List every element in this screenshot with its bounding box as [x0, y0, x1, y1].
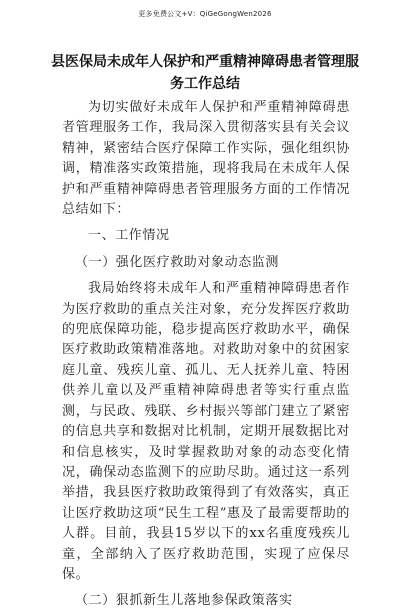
document-title: 县医保局未成年人保护和严重精神障碍患者管理服务工作总结	[51, 54, 359, 92]
section-heading-work-situation: 一、工作情况	[88, 228, 170, 244]
document-body	[62, 98, 350, 612]
header-note: 更多免费公文+V：QiGeGongWen2026	[138, 10, 272, 18]
subsection-body-1: 我局始终将未成年人和严重精神障碍患者作为医疗救助的重点关注对象，充分发挥医疗救助的兜底保障功能，稳步提高医疗救助水平，确保医疗救助政策精准落地。对救助对象中的贫困家庭儿童、残疾儿童、孤儿、无人抚养儿童、特困供养儿童以及严重精神障碍患者等实行重点监测，与民政、残联、乡村振兴等部门建立了紧密的信息共享和数据对比机制，定期开展数据比对和信息核实，及时掌握救助对象的动态变化情况，确保动态监测下的应助尽助。通过这一系列举措，我县医疗救助政策得到了有效落实，真正让医疗救助这项“民生工程”惠及了最需要帮助的人群。目前，我县15岁以下的xx名重度残疾儿童，全部纳入了医疗救助范围，实现了应保尽保。	[62, 281, 350, 582]
intro-paragraph: 为切实做好未成年人保护和严重精神障碍患者管理服务工作，我局深入贯彻落实县有关会议精神，紧密结合医疗保障工作实际，强化组织协调，精准落实政策措施，现将我局在未成年人保护和严重精神障碍患者管理服务方面的工作情况总结如下：	[62, 100, 350, 218]
subsection-heading-1: （一）强化医疗救助对象动态监测	[75, 254, 280, 270]
subsection-heading-2: （二）狠抓新生儿落地参保政策落实	[75, 593, 293, 609]
